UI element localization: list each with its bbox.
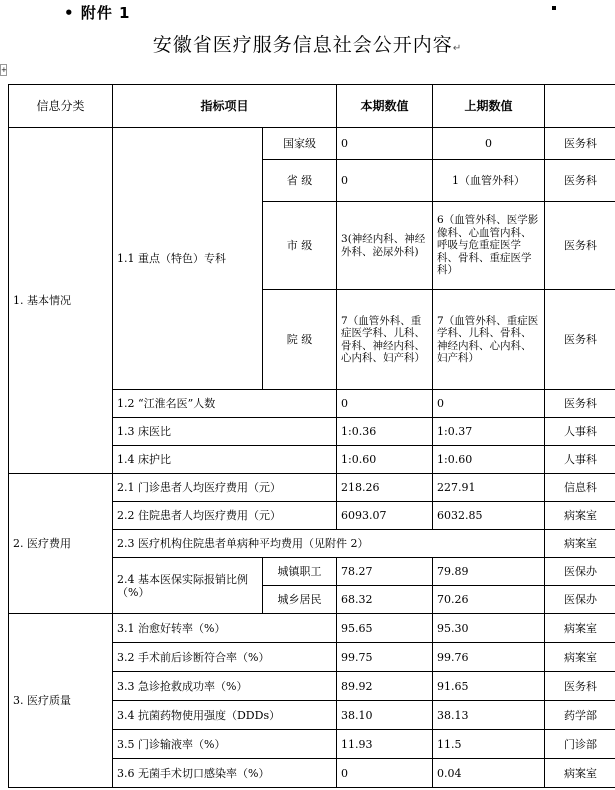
previous-value: 6032.85: [433, 502, 545, 530]
table-row: [9, 614, 615, 643]
previous-value: 1:0.60: [433, 446, 545, 474]
sub-cell: 城镇职工: [263, 558, 337, 586]
level-cell: 院 级: [263, 290, 337, 390]
dept-cell: 人事科: [545, 418, 615, 446]
indicator-cell: 3.2 手术前后诊断符合率（%）: [113, 643, 337, 672]
indicator-cell: 3.4 抗菌药物使用强度（DDDs）: [113, 701, 337, 730]
header-current: 本期数值: [337, 85, 433, 128]
attachment-label: • 附件 1: [64, 4, 131, 22]
info-table: [8, 84, 615, 788]
dept-cell: 医务科: [545, 202, 615, 290]
current-value: 11.93: [337, 730, 433, 759]
current-value: 68.32: [337, 586, 433, 614]
current-value: 78.27: [337, 558, 433, 586]
dept-cell: 病案室: [545, 530, 615, 558]
indicator-cell: 1.4 床护比: [113, 446, 337, 474]
dept-cell: 门诊部: [545, 730, 615, 759]
header-previous: 上期数值: [433, 85, 545, 128]
current-value: 0: [337, 759, 433, 788]
current-value: 7（血管外科、重症医学科、儿科、骨科、神经内科、心内科、妇产科）: [337, 290, 433, 390]
dept-cell: 药学部: [545, 701, 615, 730]
header-indicator: 指标项目: [113, 85, 337, 128]
current-value: 0: [337, 160, 433, 202]
previous-value: 99.76: [433, 643, 545, 672]
table-row: [9, 128, 615, 160]
dept-cell: 人事科: [545, 446, 615, 474]
anchor-icon: +: [1, 66, 7, 74]
dept-cell: 医务科: [545, 672, 615, 701]
current-value: 1:0.60: [337, 446, 433, 474]
header-row: [9, 85, 615, 128]
level-cell: 市 级: [263, 202, 337, 290]
current-value: 218.26: [337, 474, 433, 502]
current-value: 38.10: [337, 701, 433, 730]
indicator-cell: 2.1 门诊患者人均医疗费用（元）: [113, 474, 337, 502]
dept-cell: 医务科: [545, 390, 615, 418]
dept-cell: 病案室: [545, 643, 615, 672]
dept-cell: 信息科: [545, 474, 615, 502]
dept-cell: 医务科: [545, 128, 615, 160]
previous-value: 1（血管外科）: [433, 160, 545, 202]
previous-value: 95.30: [433, 614, 545, 643]
level-cell: 省 级: [263, 160, 337, 202]
indicator-cell: 3.6 无菌手术切口感染率（%）: [113, 759, 337, 788]
level-cell: 国家级: [263, 128, 337, 160]
header-dept: [545, 85, 615, 128]
indicator-cell: 3.3 急诊抢救成功率（%）: [113, 672, 337, 701]
current-value: 1:0.36: [337, 418, 433, 446]
current-value: 0: [337, 128, 433, 160]
sub-cell: 城乡居民: [263, 586, 337, 614]
previous-value: 38.13: [433, 701, 545, 730]
indicator-cell: 3.1 治愈好转率（%）: [113, 614, 337, 643]
previous-value: 11.5: [433, 730, 545, 759]
previous-value: 0.04: [433, 759, 545, 788]
dept-cell: 医务科: [545, 290, 615, 390]
previous-value: 91.65: [433, 672, 545, 701]
dept-cell: 病案室: [545, 759, 615, 788]
category-cell: 1. 基本情况: [9, 128, 113, 474]
category-cell: 2. 医疗费用: [9, 474, 113, 614]
current-value: 95.65: [337, 614, 433, 643]
previous-value: 0: [433, 390, 545, 418]
corner-marker: [552, 6, 556, 10]
table-row: [9, 474, 615, 502]
current-value: 89.92: [337, 672, 433, 701]
previous-value: 7（血管外科、重症医学科、儿科、骨科、神经内科、心内科、妇产科）: [433, 290, 545, 390]
previous-value: 0: [433, 128, 545, 160]
indicator-cell: 2.4 基本医保实际报销比例（%）: [113, 558, 263, 614]
indicator-cell: 2.3 医疗机构住院患者单病种平均费用（见附件 2）: [113, 530, 545, 558]
dept-cell: 病案室: [545, 502, 615, 530]
current-value: 0: [337, 390, 433, 418]
previous-value: 1:0.37: [433, 418, 545, 446]
dept-cell: 医保办: [545, 558, 615, 586]
category-cell: 3. 医疗质量: [9, 614, 113, 788]
current-value: 99.75: [337, 643, 433, 672]
indicator-cell: 1.1 重点（特色）专科: [113, 128, 263, 390]
previous-value: 70.26: [433, 586, 545, 614]
indicator-cell: 2.2 住院患者人均医疗费用（元）: [113, 502, 337, 530]
dept-cell: 医务科: [545, 160, 615, 202]
previous-value: 6（血管外科、医学影像科、心血管内科、呼吸与危重症医学科、骨科、重症医学科）: [433, 202, 545, 290]
previous-value: 227.91: [433, 474, 545, 502]
current-value: 3(神经内科、神经外科、泌尿外科): [337, 202, 433, 290]
previous-value: 79.89: [433, 558, 545, 586]
page-title: 安徽省医疗服务信息社会公开内容↵: [152, 34, 463, 56]
header-category: 信息分类: [9, 85, 113, 128]
indicator-cell: 1.3 床医比: [113, 418, 337, 446]
current-value: 6093.07: [337, 502, 433, 530]
dept-cell: 病案室: [545, 614, 615, 643]
indicator-cell: 3.5 门诊输液率（%）: [113, 730, 337, 759]
indicator-cell: 1.2 “江淮名医”人数: [113, 390, 337, 418]
dept-cell: 医保办: [545, 586, 615, 614]
